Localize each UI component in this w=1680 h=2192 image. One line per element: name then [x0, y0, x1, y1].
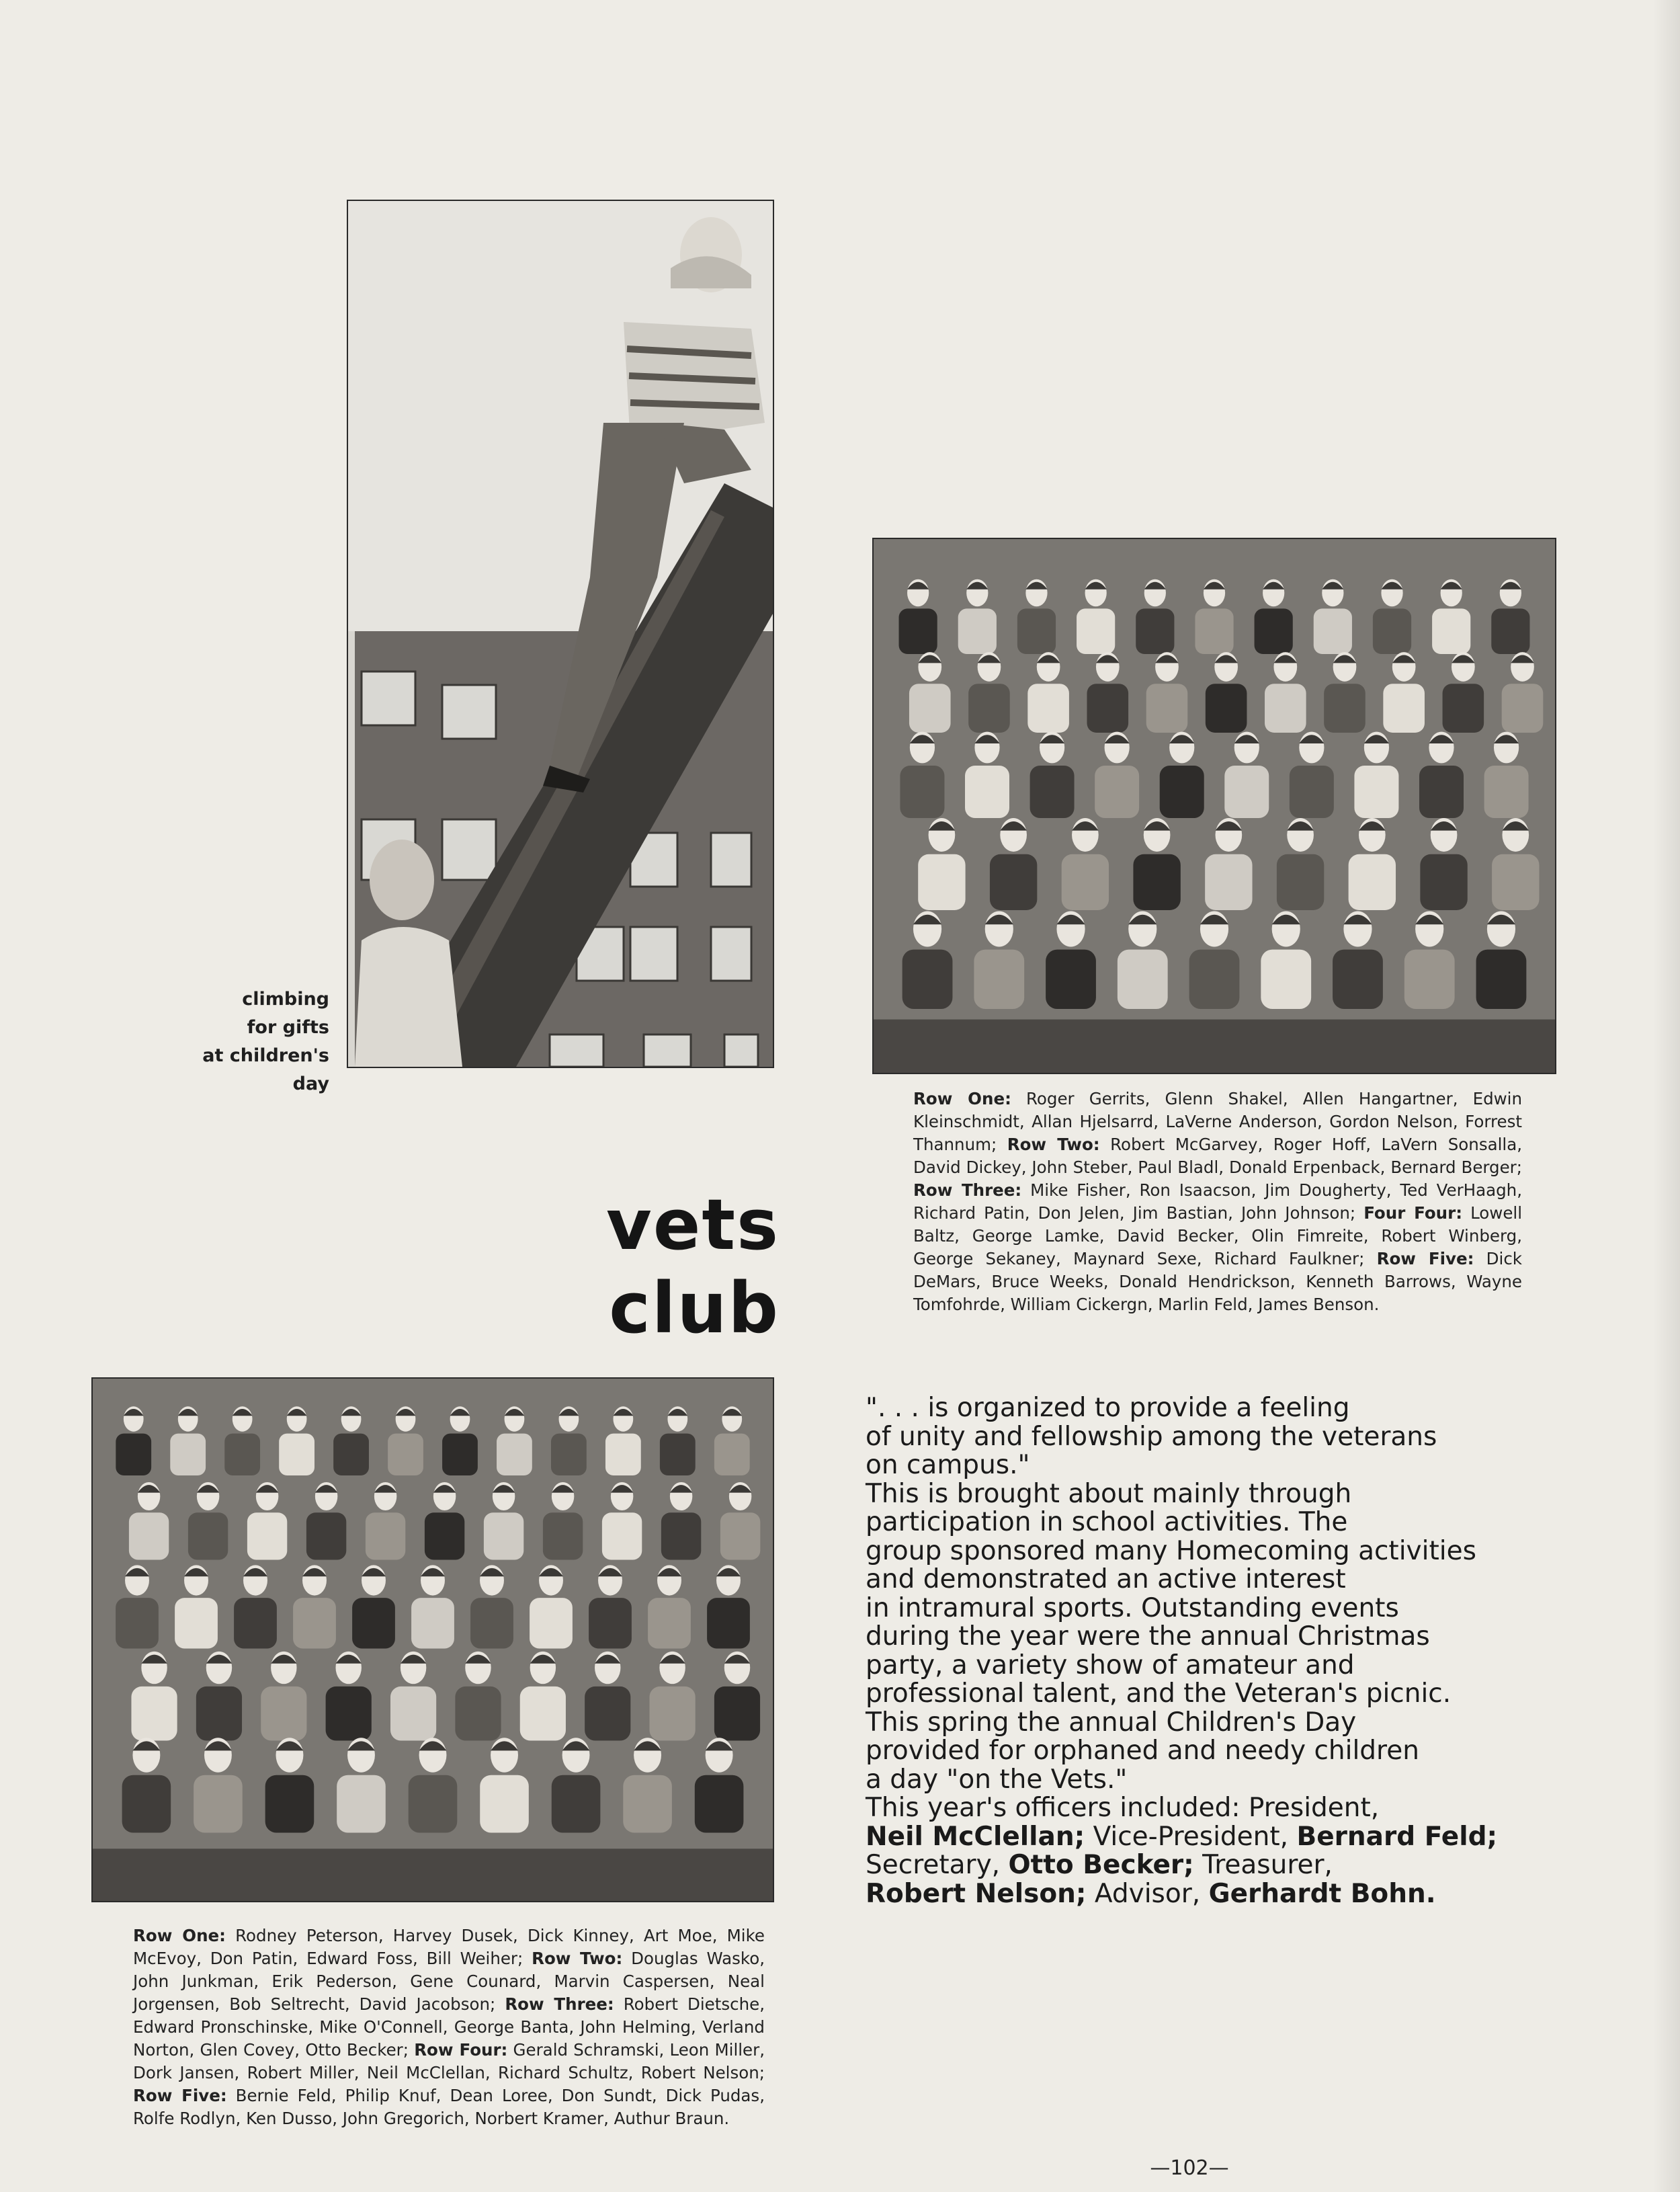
club-description: [866, 1394, 1519, 1908]
photo-group-top: [872, 538, 1556, 1074]
row-names: Robert McGarvey, Roger Hoff, LaVern Sonsalla, David Dickey, John Steber, Paul Bladl, Donald Erpenback, Bernard Berger;: [913, 1135, 1523, 1177]
row-label: Row Two:: [532, 1949, 623, 1968]
officer-advisor: Gerhardt Bohn.: [1208, 1878, 1436, 1909]
body-line: of unity and fellowship among the veterans: [866, 1421, 1437, 1452]
row-names: Rodney Peterson, Harvey Dusek, Dick Kinney, Art Moe, Mike McEvoy, Don Patin, Edward Foss, Bill Weiher;: [133, 1926, 765, 1968]
row-label: Row Three:: [913, 1180, 1022, 1200]
row-names: Gerald Schramski, Leon Miller, Dork Jansen, Robert Miller, Neil McClellan, Richard Schultz, Robert Nelson;: [133, 2040, 765, 2082]
row-label: Row Two:: [1007, 1135, 1100, 1154]
row-names: Robert Dietsche, Edward Pronschinske, Mike O'Connell, George Banta, John Helming, Verland Norton, Glen Covey, Otto Becker;: [133, 1994, 765, 2060]
officer-secretary: Otto Becker;: [1008, 1850, 1194, 1880]
photo-group-bottom: [91, 1377, 774, 1902]
row-label: Four Four:: [1363, 1203, 1462, 1223]
row-names: Bernie Feld, Philip Knuf, Dean Loree, Don Sundt, Dick Pudas, Rolfe Rodlyn, Ken Dusso, John Gregorich, Norbert Kramer, Authur Braun.: [133, 2086, 765, 2128]
officer-label: Vice-President,: [1085, 1821, 1297, 1852]
tree-photo-caption: [165, 985, 329, 1098]
officers-line: [866, 1823, 1519, 1852]
row-label: Row Three:: [505, 1994, 614, 2014]
body-line: provided for orphaned and needy children: [866, 1736, 1419, 1766]
page-number: —102—: [1150, 2156, 1229, 2180]
body-line: on campus.": [866, 1450, 1030, 1480]
body-line: group sponsored many Homecoming activities: [866, 1535, 1476, 1566]
body-line: participation in school activities. The: [866, 1507, 1348, 1537]
body-line: during the year were the annual Christmas: [866, 1621, 1430, 1652]
body-line: This spring the annual Children's Day: [866, 1707, 1357, 1738]
body-line: party, a variety show of amateur and: [866, 1650, 1355, 1680]
officer-treasurer: Robert Nelson;: [866, 1878, 1087, 1909]
officer-vice-president: Bernard Feld;: [1296, 1821, 1498, 1852]
page-title: [591, 1183, 780, 1350]
page-edge-shadow: [1653, 0, 1680, 2192]
title-line: vets: [606, 1184, 780, 1266]
row-names: Douglas Wasko, John Junkman, Erik Pederson, Gene Counard, Marvin Caspersen, Neal Jorgensen, Bob Seltrecht, David Jacobson;: [133, 1949, 765, 2014]
row-names: Mike Fisher, Ron Isaacson, Jim Dougherty, Ted VerHaagh, Richard Patin, Don Jelen, Jim Bastian, John Johnson;: [913, 1180, 1522, 1223]
row-label: Row One:: [913, 1089, 1011, 1108]
body-line: This year's officers included: President,: [866, 1793, 1380, 1823]
bottom-photo-name-list: [133, 1924, 765, 2130]
officer-president: Neil McClellan;: [866, 1821, 1085, 1852]
body-line: and demonstrated an active interest: [866, 1564, 1346, 1594]
officer-label: Advisor,: [1086, 1878, 1209, 1909]
officers-line: [866, 1880, 1519, 1909]
title-line: club: [609, 1267, 780, 1349]
row-label: Row Five:: [1376, 1249, 1474, 1268]
top-photo-name-list: [913, 1088, 1522, 1316]
body-line: professional talent, and the Veteran's picnic.: [866, 1678, 1452, 1709]
body-line: a day "on the Vets.": [866, 1764, 1128, 1795]
body-line: in intramural sports. Outstanding events: [866, 1592, 1399, 1623]
row-names: Dick DeMars, Bruce Weeks, Donald Hendrickson, Kenneth Barrows, Wayne Tomfohrde, William Cickergn, Marlin Feld, James Benson.: [913, 1249, 1522, 1314]
officer-label: Secretary,: [866, 1850, 1009, 1880]
row-label: Row Four:: [414, 2040, 508, 2060]
row-label: Row Five:: [133, 2086, 227, 2105]
row-label: Row One:: [133, 1926, 226, 1945]
officer-label: Treasurer,: [1193, 1850, 1333, 1880]
officers-line: [866, 1851, 1519, 1880]
row-names: Lowell Baltz, George Lamke, David Becker, Olin Fimreite, Robert Winberg, George Sekaney, Maynard Sexe, Richard Faulkner;: [913, 1203, 1523, 1268]
caption-line: for gifts: [247, 1017, 329, 1038]
body-line: ". . . is organized to provide a feeling: [866, 1393, 1350, 1423]
caption-line: at children's day: [202, 1045, 329, 1094]
caption-line: climbing: [242, 989, 329, 1010]
body-line: This is brought about mainly through: [866, 1478, 1352, 1509]
row-names: Roger Gerrits, Glenn Shakel, Allen Hangartner, Edwin Kleinschmidt, Allan Hjelsarrd, LaVerne Anderson, Gordon Nelson, Forrest Thannum;: [913, 1089, 1522, 1154]
photo-boy-climbing-tree: [347, 200, 774, 1068]
